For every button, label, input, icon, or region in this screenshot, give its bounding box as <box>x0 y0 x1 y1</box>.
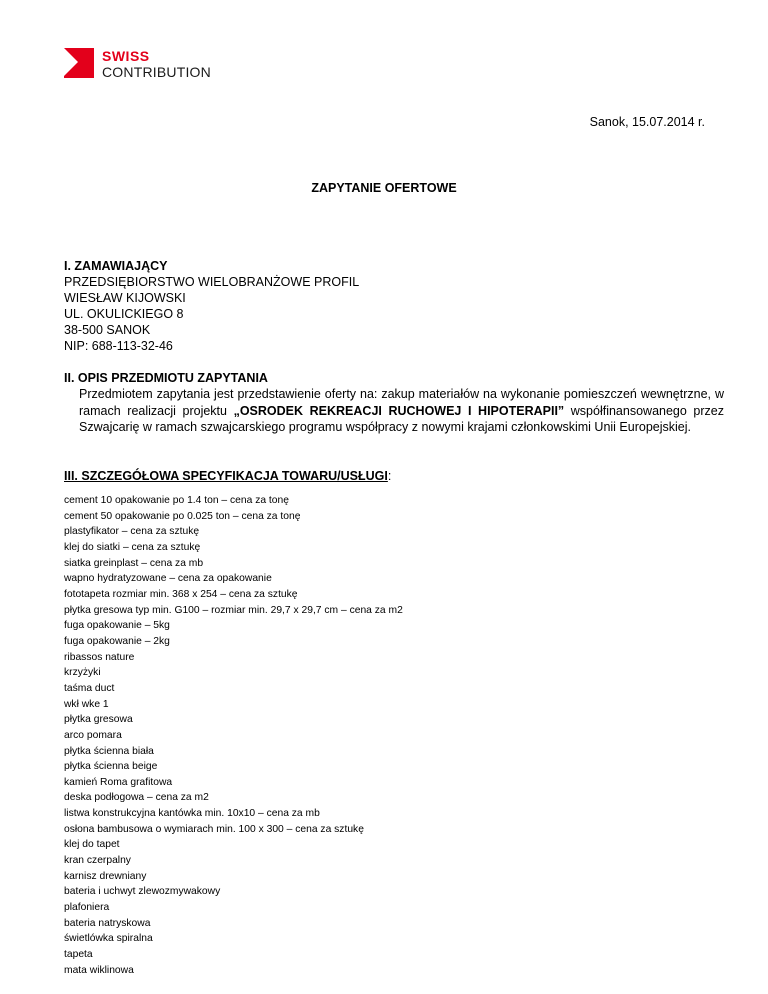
list-item: krzyżyki <box>64 667 101 679</box>
list-item: fuga opakowanie – 2kg <box>64 635 170 647</box>
document-title: ZAPYTANIE OFERTOWE <box>311 181 457 195</box>
list-item: bateria i uchwyt zlewozmywakowy <box>64 886 221 898</box>
list-item: ribassos nature <box>64 651 135 663</box>
list-item: płytka ścienna beige <box>64 761 158 773</box>
list-item: mata wiklinowa <box>64 964 134 976</box>
buyer-section <box>64 258 704 354</box>
list-item: plafoniera <box>64 902 110 914</box>
specification-list <box>64 493 704 978</box>
list-item: klej do siatki – cena za sztukę <box>64 541 201 553</box>
project-name: „OSRODEK REKREACJI RUCHOWEJ I HIPOTERAPII” <box>233 403 565 418</box>
list-item: cement 10 opakowanie po 1.4 ton – cena za tonę <box>64 495 289 506</box>
list-item: kamień Roma grafitowa <box>64 776 173 788</box>
list-item: siatka greinplast – cena za mb <box>64 557 204 569</box>
list-item: płytka ścienna biała <box>64 745 154 757</box>
logo-text-swiss: SWISS <box>102 48 150 64</box>
list-item: plastyfikator – cena za sztukę <box>64 526 200 538</box>
list-item: płytka gresowa typ min. G100 – rozmiar min. 29,7 x 29,7 cm – cena za m2 <box>64 604 403 616</box>
list-item: kran czerpalny <box>64 855 131 867</box>
specification-heading-colon: : <box>387 469 392 483</box>
buyer-line: PRZEDSIĘBIORSTWO WIELOBRANŻOWE PROFIL <box>64 275 360 289</box>
list-item: świetlówka spiralna <box>64 933 153 945</box>
specification-heading-row <box>64 469 391 483</box>
list-item: płytka gresowa <box>64 714 133 726</box>
list-item: bateria natryskowa <box>64 917 151 929</box>
list-item: wkł wke 1 <box>64 698 109 710</box>
description-text-after: współfinansowanego przez Szwajcarię w ramach szwajcarskiego programu współpracy z nowymi krajami członkowskimi Unii Europejskiej. <box>79 403 724 434</box>
list-item: osłona bambusowa o wymiarach min. 100 x 300 – cena za sztukę <box>64 823 364 835</box>
description-heading: II. OPIS PRZEDMIOTU ZAPYTANIA <box>64 371 268 385</box>
description-text-before: Przedmiotem zapytania jest przedstawienie oferty na: zakup materiałów na wykonanie pomieszczeń wewnętrzne, w ramach realizacji projektu <box>79 387 724 418</box>
description-text <box>79 386 724 436</box>
description-section <box>64 370 704 386</box>
buyer-heading: I. ZAMAWIAJĄCY <box>64 259 168 273</box>
swiss-flag-icon <box>64 48 94 78</box>
document-date: Sanok, 15.07.2014 r. <box>589 115 705 129</box>
list-item: wapno hydratyzowane – cena za opakowanie <box>64 573 272 585</box>
buyer-line: NIP: 688-113-32-46 <box>64 339 173 353</box>
list-item: fototapeta rozmiar min. 368 x 254 – cena za sztukę <box>64 588 298 600</box>
list-item: listwa konstrukcyjna kantówka min. 10x10 – cena za mb <box>64 808 320 820</box>
buyer-line: UL. OKULICKIEGO 8 <box>64 307 184 321</box>
list-item: klej do tapet <box>64 839 120 851</box>
list-item: arco pomara <box>64 729 122 741</box>
buyer-line: WIESŁAW KIJOWSKI <box>64 291 186 305</box>
specification-heading: III. SZCZEGÓŁOWA SPECYFIKACJA TOWARU/USŁUGI <box>64 469 388 483</box>
list-item: cement 50 opakowanie po 0.025 ton – cena za tonę <box>64 510 301 522</box>
buyer-line: 38-500 SANOK <box>64 323 151 337</box>
swiss-contribution-logo <box>64 48 234 82</box>
list-item: taśma duct <box>64 682 115 694</box>
list-item: deska podłogowa – cena za m2 <box>64 792 209 804</box>
logo-text-contribution: CONTRIBUTION <box>102 64 211 80</box>
list-item: karnisz drewniany <box>64 870 147 882</box>
list-item: fuga opakowanie – 5kg <box>64 620 170 632</box>
list-item: tapeta <box>64 949 93 961</box>
